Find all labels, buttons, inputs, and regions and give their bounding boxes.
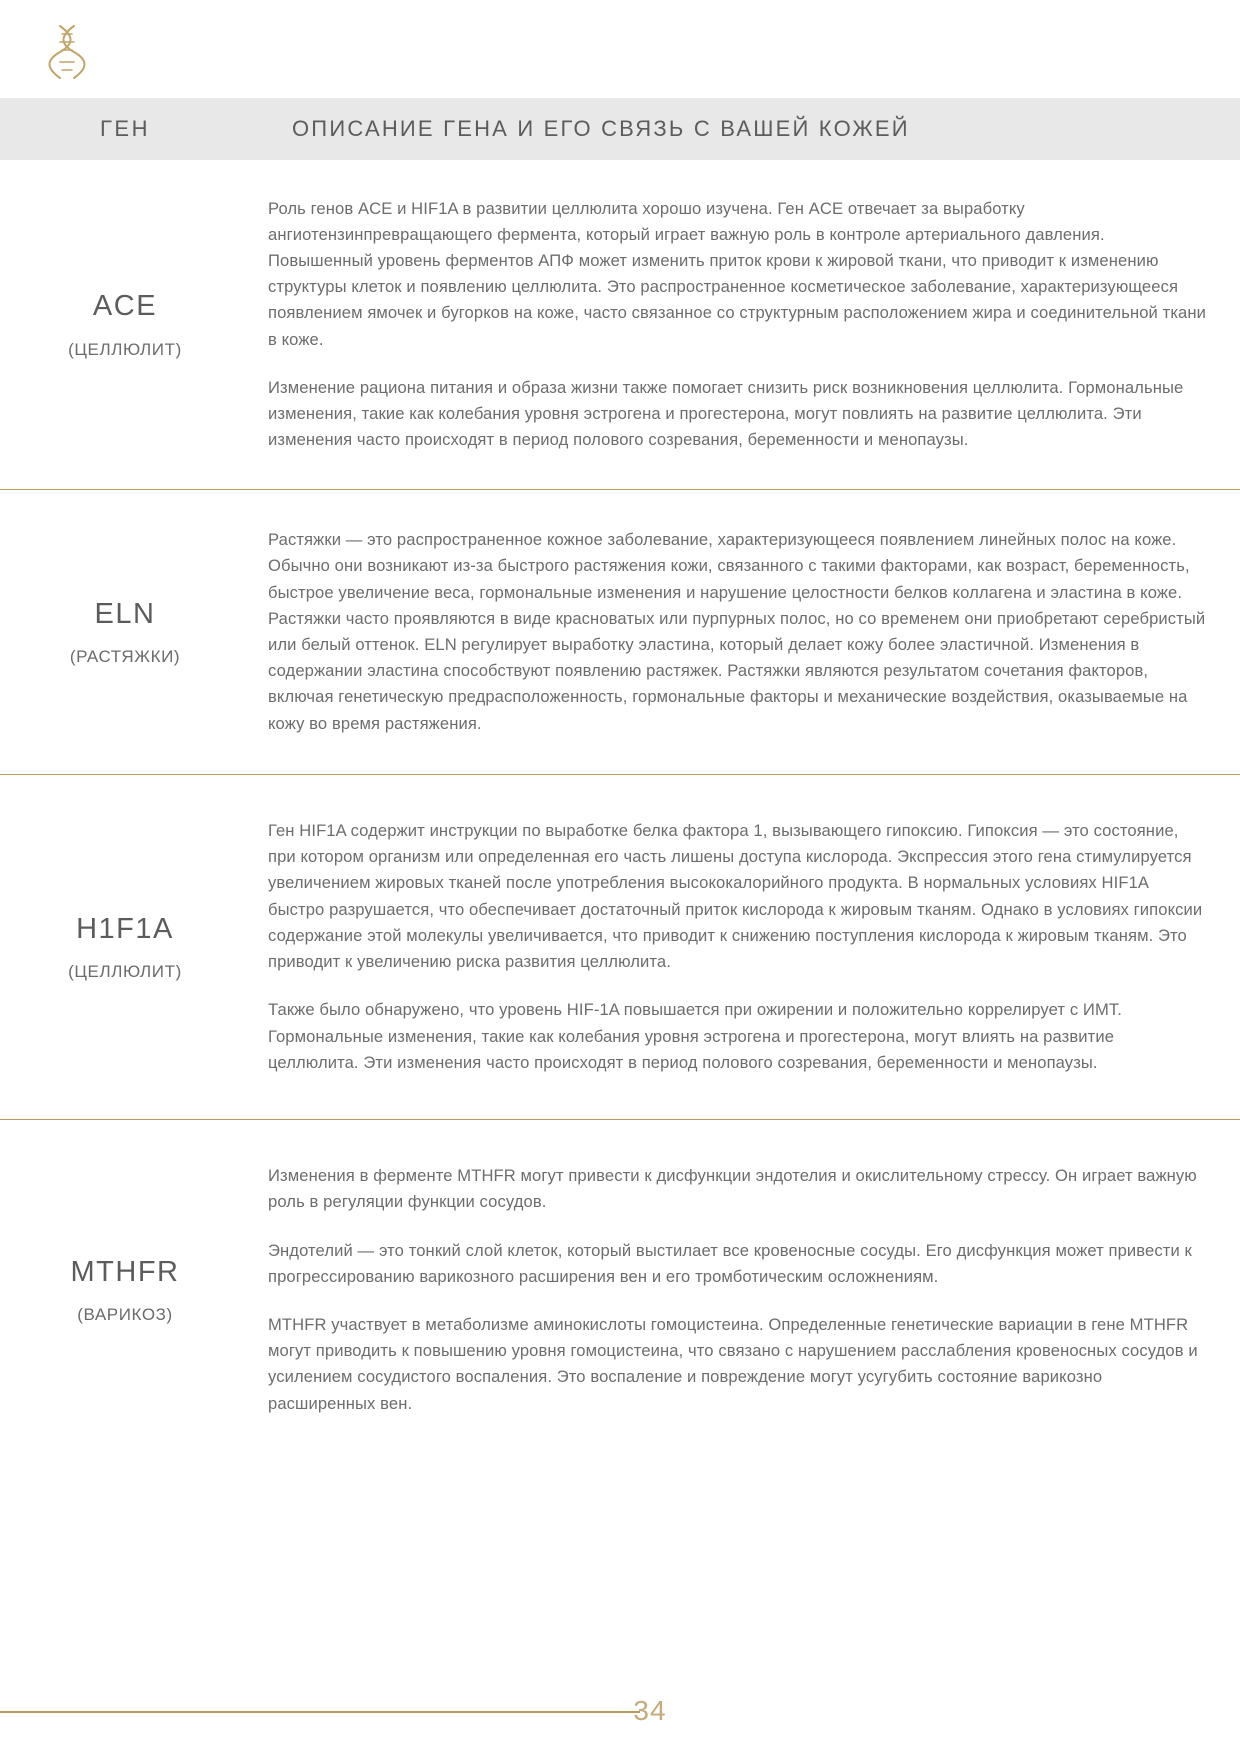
- gene-trait: (ЦЕЛЛЮЛИТ): [68, 962, 182, 982]
- paragraph: Роль генов ACE и HIF1A в развитии целлюлита хорошо изучена. Ген ACE отвечает за выработку ангиотензинпревращающего фермента, который играет важную роль в контроле артериального давления. Повышенный уровень ферментов АПФ может изменить приток крови к жировой ткани, что приводит к изменению структуры клеток и появлению целлюлита. Это распространенное косметическое заболевание, характеризующееся появлением ямочек и бугорков на коже, часто связанное со структурным расположением жира и соединительной ткани в коже.: [268, 198, 1207, 349]
- gene-trait: (ЦЕЛЛЮЛИТ): [68, 339, 182, 359]
- paragraph: Изменение рациона питания и образа жизни также помогает снизить риск возникновения целлюлита. Гормональные изменения, такие как колебания уровня эстрогена и прогестерона, могут повлиять на развитие целлюлита. Эти изменения часто происходят в период полового созревания, беременности и менопаузы.: [268, 377, 1184, 450]
- gene-description: [250, 160, 1240, 489]
- paragraph: MTHFR участвует в метаболизме аминокислоты гомоцистеина. Определенные генетические вариации в гене MTHFR могут приводить к повышению уровня гомоцистеина, что связано с нарушением расслабления кровеносных сосудов и усилением сосудистого воспаления. Это воспаление и повреждение могут усугубить состояние варикозно расширенных вен.: [268, 1315, 1198, 1413]
- gene-name: H1F1A: [76, 912, 174, 945]
- column-header-gene: ГЕН: [100, 116, 150, 141]
- gene-cell: [0, 775, 250, 1119]
- paragraph: Также было обнаружено, что уровень HIF-1A повышается при ожирении и положительно коррелирует с ИМТ. Гормональные изменения, такие как колебания уровня эстрогена и прогестерона, могут влиять на развитие целлюлита. Эти изменения часто происходят в период полового созревания, беременности и менопаузы.: [268, 1000, 1122, 1072]
- gene-trait: (РАСТЯЖКИ): [69, 647, 181, 667]
- table-header-row: [0, 98, 1240, 160]
- gene-trait: (ВАРИКОЗ): [77, 1305, 173, 1325]
- paragraph: Эндотелий — это тонкий слой клеток, который выстилает все кровеносные сосуды. Его дисфункция может привести к прогрессированию варикозного расширения вен и его тромботическим осложнениям.: [268, 1240, 1192, 1286]
- gene-cell: [0, 160, 250, 489]
- gene-cell: [0, 490, 250, 774]
- table-row: [0, 775, 1240, 1120]
- gene-description: [250, 1120, 1240, 1460]
- dna-helix-icon: [40, 22, 94, 82]
- gene-description: [250, 775, 1240, 1119]
- table-row: [0, 490, 1240, 775]
- footer-divider: [0, 1711, 640, 1713]
- gene-name: MTHFR: [70, 1255, 180, 1288]
- page-number: 34: [633, 1695, 667, 1726]
- paragraph: Ген HIF1A содержит инструкции по выработке белка фактора 1, вызывающего гипоксию. Гипоксия — это состояние, при котором организм или определенная его часть лишены доступа кислорода. Экспрессия этого гена стимулируется увеличением жировых тканей после употребления высококалорийного продукта. В нормальных условиях HIF1A быстро разрушается, что обеспечивает достаточный приток кислорода к жировым тканям. Однако в условиях гипоксии содержание этой молекулы увеличивается, что приводит к снижению поступления кислорода к жировым тканям. Это приводит к увеличению риска развития целлюлита.: [268, 821, 1203, 972]
- gene-table-body: [0, 160, 1240, 1668]
- gene-name: ACE: [92, 290, 158, 323]
- page-footer: [0, 1668, 1240, 1754]
- paragraph: Растяжки — это распространенное кожное заболевание, характеризующееся появлением линейных полос на коже. Обычно они возникают из-за быстрого растяжения кожи, связанного с такими факторами, как возраст, беременность, быстрое увеличение веса, гормональные изменения и нарушение целостности белков коллагена и эластина в коже. Растяжки часто проявляются в виде красноватых или пурпурных полос, но со временем они приобретают серебристый или белый оттенок. ELN регулирует выработку эластина, который делает кожу более эластичной. Изменения в содержании эластина способствуют появлению растяжек. Растяжки являются результатом сочетания факторов, включая генетическую предрасположенность, гормональные факторы и механические воздействия, оказываемые на кожу во время растяжения.: [268, 530, 1206, 733]
- gene-cell: [0, 1120, 250, 1460]
- column-header-description: ОПИСАНИЕ ГЕНА И ЕГО СВЯЗЬ С ВАШЕЙ КОЖЕЙ: [292, 116, 910, 141]
- table-row: [0, 1120, 1240, 1460]
- paragraph: Изменения в ферменте MTHFR могут привести к дисфункции эндотелия и окислительному стрессу. Он играет важную роль в регуляции функции сосудов.: [268, 1166, 1197, 1212]
- gene-name: ELN: [94, 597, 156, 630]
- page-header: [0, 0, 1240, 98]
- table-row: [0, 160, 1240, 490]
- gene-description: [250, 490, 1240, 774]
